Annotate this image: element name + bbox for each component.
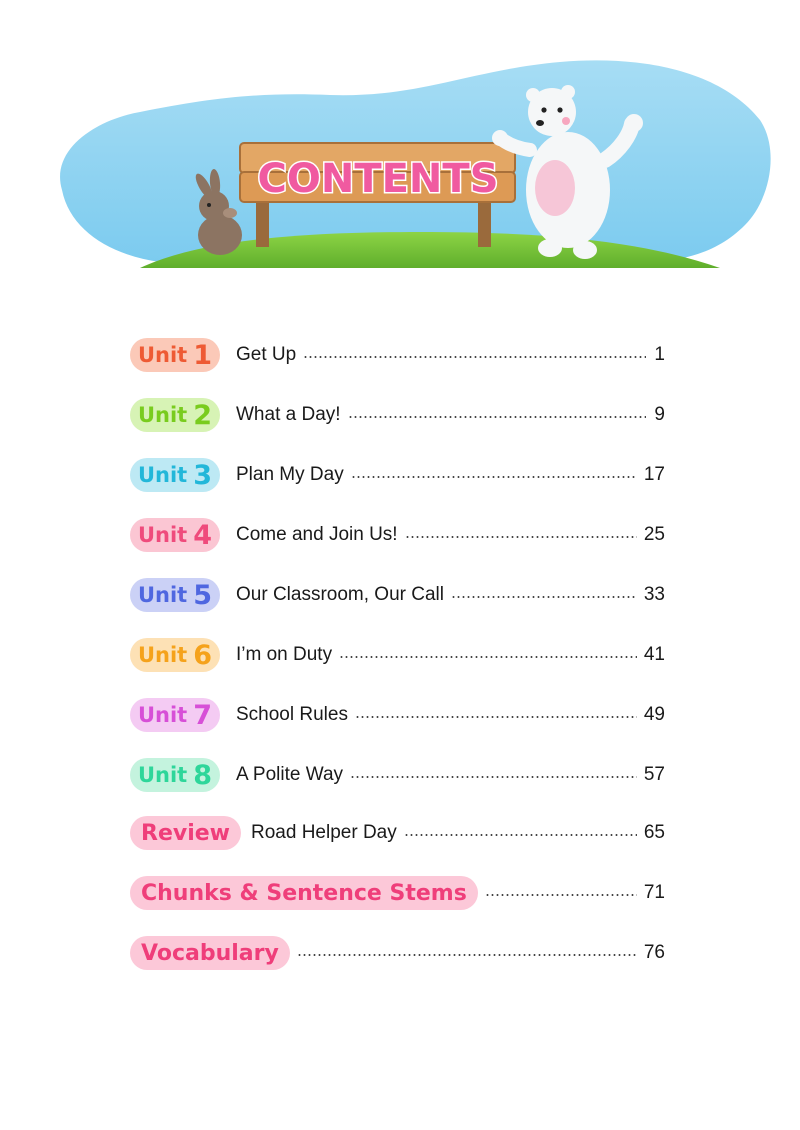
unit-8-pill [130, 758, 220, 792]
unit-title: Come and Join Us! [236, 524, 398, 545]
chunks-pill: Chunks & Sentence Stems [130, 876, 478, 910]
unit-label: Unit [137, 403, 188, 427]
dot-leader [348, 416, 646, 418]
page-number: 57 [643, 764, 665, 785]
toc-row-unit-3[interactable] [130, 453, 665, 497]
page-number: 76 [643, 942, 665, 963]
unit-label: Unit [137, 523, 188, 547]
unit-number: 3 [193, 459, 213, 491]
unit-label: Unit [137, 703, 188, 727]
unit-number: 4 [193, 519, 213, 551]
page-number: 9 [654, 404, 665, 425]
unit-number: 5 [193, 579, 213, 611]
unit-title: A Polite Way [236, 764, 344, 785]
page-number: 1 [654, 344, 665, 365]
review-pill: Review [130, 816, 241, 850]
page-number: 71 [643, 882, 665, 903]
dot-leader [297, 954, 637, 956]
toc-row-unit-7[interactable] [130, 693, 665, 737]
toc-row-unit-1[interactable] [130, 333, 665, 377]
page-number: 65 [643, 822, 665, 843]
unit-5-pill [130, 578, 220, 612]
page-number: 33 [643, 584, 665, 605]
page-number: 17 [643, 464, 665, 485]
page-number: 41 [643, 644, 665, 665]
unit-number: 2 [193, 399, 213, 431]
unit-title: Plan My Day [236, 464, 344, 485]
dot-leader [355, 716, 637, 718]
toc-row-review[interactable] [130, 811, 665, 855]
dot-leader [404, 834, 637, 836]
toc-row-chunks[interactable] [130, 871, 665, 915]
unit-label: Unit [137, 763, 188, 787]
unit-7-pill [130, 698, 220, 732]
unit-6-pill [130, 638, 220, 672]
unit-1-pill [130, 338, 220, 372]
unit-2-pill [130, 398, 220, 432]
unit-number: 1 [193, 339, 213, 371]
page-number: 49 [643, 704, 665, 725]
toc-row-unit-8[interactable] [130, 753, 665, 797]
unit-title: School Rules [236, 704, 348, 725]
toc-row-unit-6[interactable] [130, 633, 665, 677]
unit-label: Unit [137, 643, 188, 667]
unit-4-pill [130, 518, 220, 552]
unit-label: Unit [137, 463, 188, 487]
toc-row-unit-4[interactable] [130, 513, 665, 557]
unit-label: Unit [137, 343, 188, 367]
page-number: 25 [643, 524, 665, 545]
dot-leader [303, 356, 646, 358]
toc-row-unit-2[interactable] [130, 393, 665, 437]
unit-number: 7 [193, 699, 213, 731]
unit-number: 6 [193, 639, 213, 671]
toc-row-unit-5[interactable] [130, 573, 665, 617]
unit-label: Unit [137, 583, 188, 607]
dot-leader [485, 894, 637, 896]
unit-title: Get Up [236, 344, 297, 365]
review-title: Road Helper Day [251, 822, 397, 843]
unit-title: I’m on Duty [236, 644, 333, 665]
contents-banner [0, 0, 800, 300]
vocabulary-pill: Vocabulary [130, 936, 290, 970]
toc-row-vocabulary[interactable] [130, 931, 665, 975]
banner-illustration [0, 0, 800, 300]
dot-leader [351, 476, 637, 478]
dot-leader [451, 596, 637, 598]
dot-leader [405, 536, 637, 538]
contents-title: CONTENTS [257, 156, 499, 202]
unit-title: Our Classroom, Our Call [236, 584, 444, 605]
dot-leader [350, 776, 637, 778]
dot-leader [339, 656, 637, 658]
unit-title: What a Day! [236, 404, 341, 425]
unit-3-pill [130, 458, 220, 492]
unit-number: 8 [193, 759, 213, 791]
